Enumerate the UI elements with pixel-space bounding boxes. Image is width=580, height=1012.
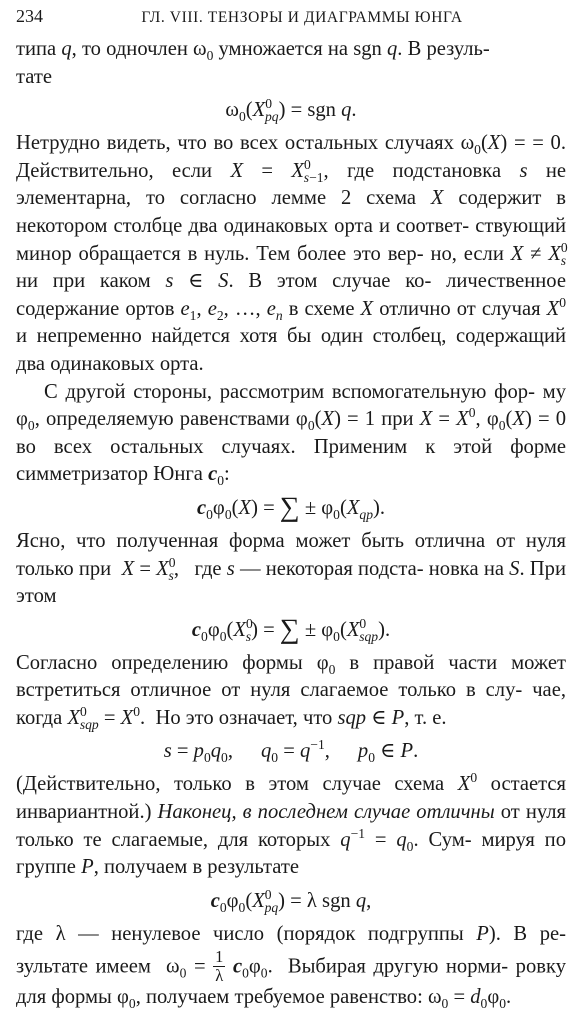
paragraph-5: Согласно определению формы $\varphi_0$ в правой части может встретиться отличное от нуля слагаемое только в слу- чае, когда $X^0_{sqp} = X^0$. Но это означает, что sqp ∈ P, т. е. bbox=[16, 651, 566, 732]
equation-1: $\omega_0(X^0_{pq})$ = sgn q. bbox=[225, 96, 357, 125]
paragraph-6: (Действительно, только в этом случае схема $X^0$ остается инвариантной.) Наконец, в последнем случае отличны от нуля только те слагаемые, для которых $q^{-1} = q_0$. Сум- мируя по группе P, получаем в результате bbox=[16, 770, 567, 879]
equation-5: $c_0\varphi_0(X^0_{pq}) = \lambda$ sgn q, bbox=[210, 886, 372, 915]
equation-2: $c_0\varphi_0(X)$ = ∑ ± $\varphi_0(X_{qp})$. bbox=[196, 491, 386, 523]
paragraph-1 bbox=[16, 36, 566, 91]
paragraph-4: Ясно, что полученная форма может быть отлична от нуля только при $X = X^0_s$, где s — некоторая подста- новка на S. При этом bbox=[16, 529, 566, 608]
paragraph-3: С другой стороны, рассмотрим вспомогательную фор- му $\varphi_0$, определяемую равенствами $\varphi_0(X) = 1$ при $X = X^0$, $\varphi_0(X) = 0$ во всех остальных случаях. Применим к этой форме симметризатор Юнга $c_0$: bbox=[16, 380, 566, 489]
paragraph-1-text: типа q, то одночлен $\omega_0$ умножается на sgn q. В резуль- тате bbox=[16, 38, 490, 88]
paragraph-7: где λ — ненулевое число (порядок подгруппы P). В ре- зультате имеем $\omega_0$ = $\frac{1}{\lambda}$ $c_0\varphi_0$. Выбирая другую норми- ровку для формы $\varphi_0$, получаем требуемое равенство: $\omega_0 = d_0\varphi_0$. bbox=[16, 922, 567, 1012]
page-body bbox=[16, 36, 566, 1012]
paragraph-2: Нетрудно видеть, что во всех остальных случаях $\omega_0(X)$ = = 0. Действительно, если $X = X^0_{s-1}$, где подстановка s не элементарна, то согласно лемме 2 схема X содержит в некотором столбце два одинаковых орта и соответ- ствующий минор обращается в нуль. Тем более это вер- но, если $X \ne X^0_s$ ни при каком s ∈ S. В этом случае ко- личественное содержание ортов $e_1$, $e_2$, …, $e_n$ в схеме X отлично от случая $X^0$ и непременно найдется хотя бы один столбец, содержащий два одинаковых орта. bbox=[16, 132, 568, 375]
running-head: ГЛ. VIII. ТЕНЗОРЫ И ДИАГРАММЫ ЮНГА bbox=[141, 9, 463, 26]
page-number: 234 bbox=[16, 6, 43, 26]
equation-4: $s = p_0q_0$, $q_0 = q^{-1}$, $p_0$ ∈ P. bbox=[163, 737, 419, 766]
page-header bbox=[16, 6, 566, 36]
equation-3: $c_0\varphi_0(X^0_s)$ = ∑ ± $\varphi_0(X^0_{sqp})$. bbox=[191, 613, 391, 645]
